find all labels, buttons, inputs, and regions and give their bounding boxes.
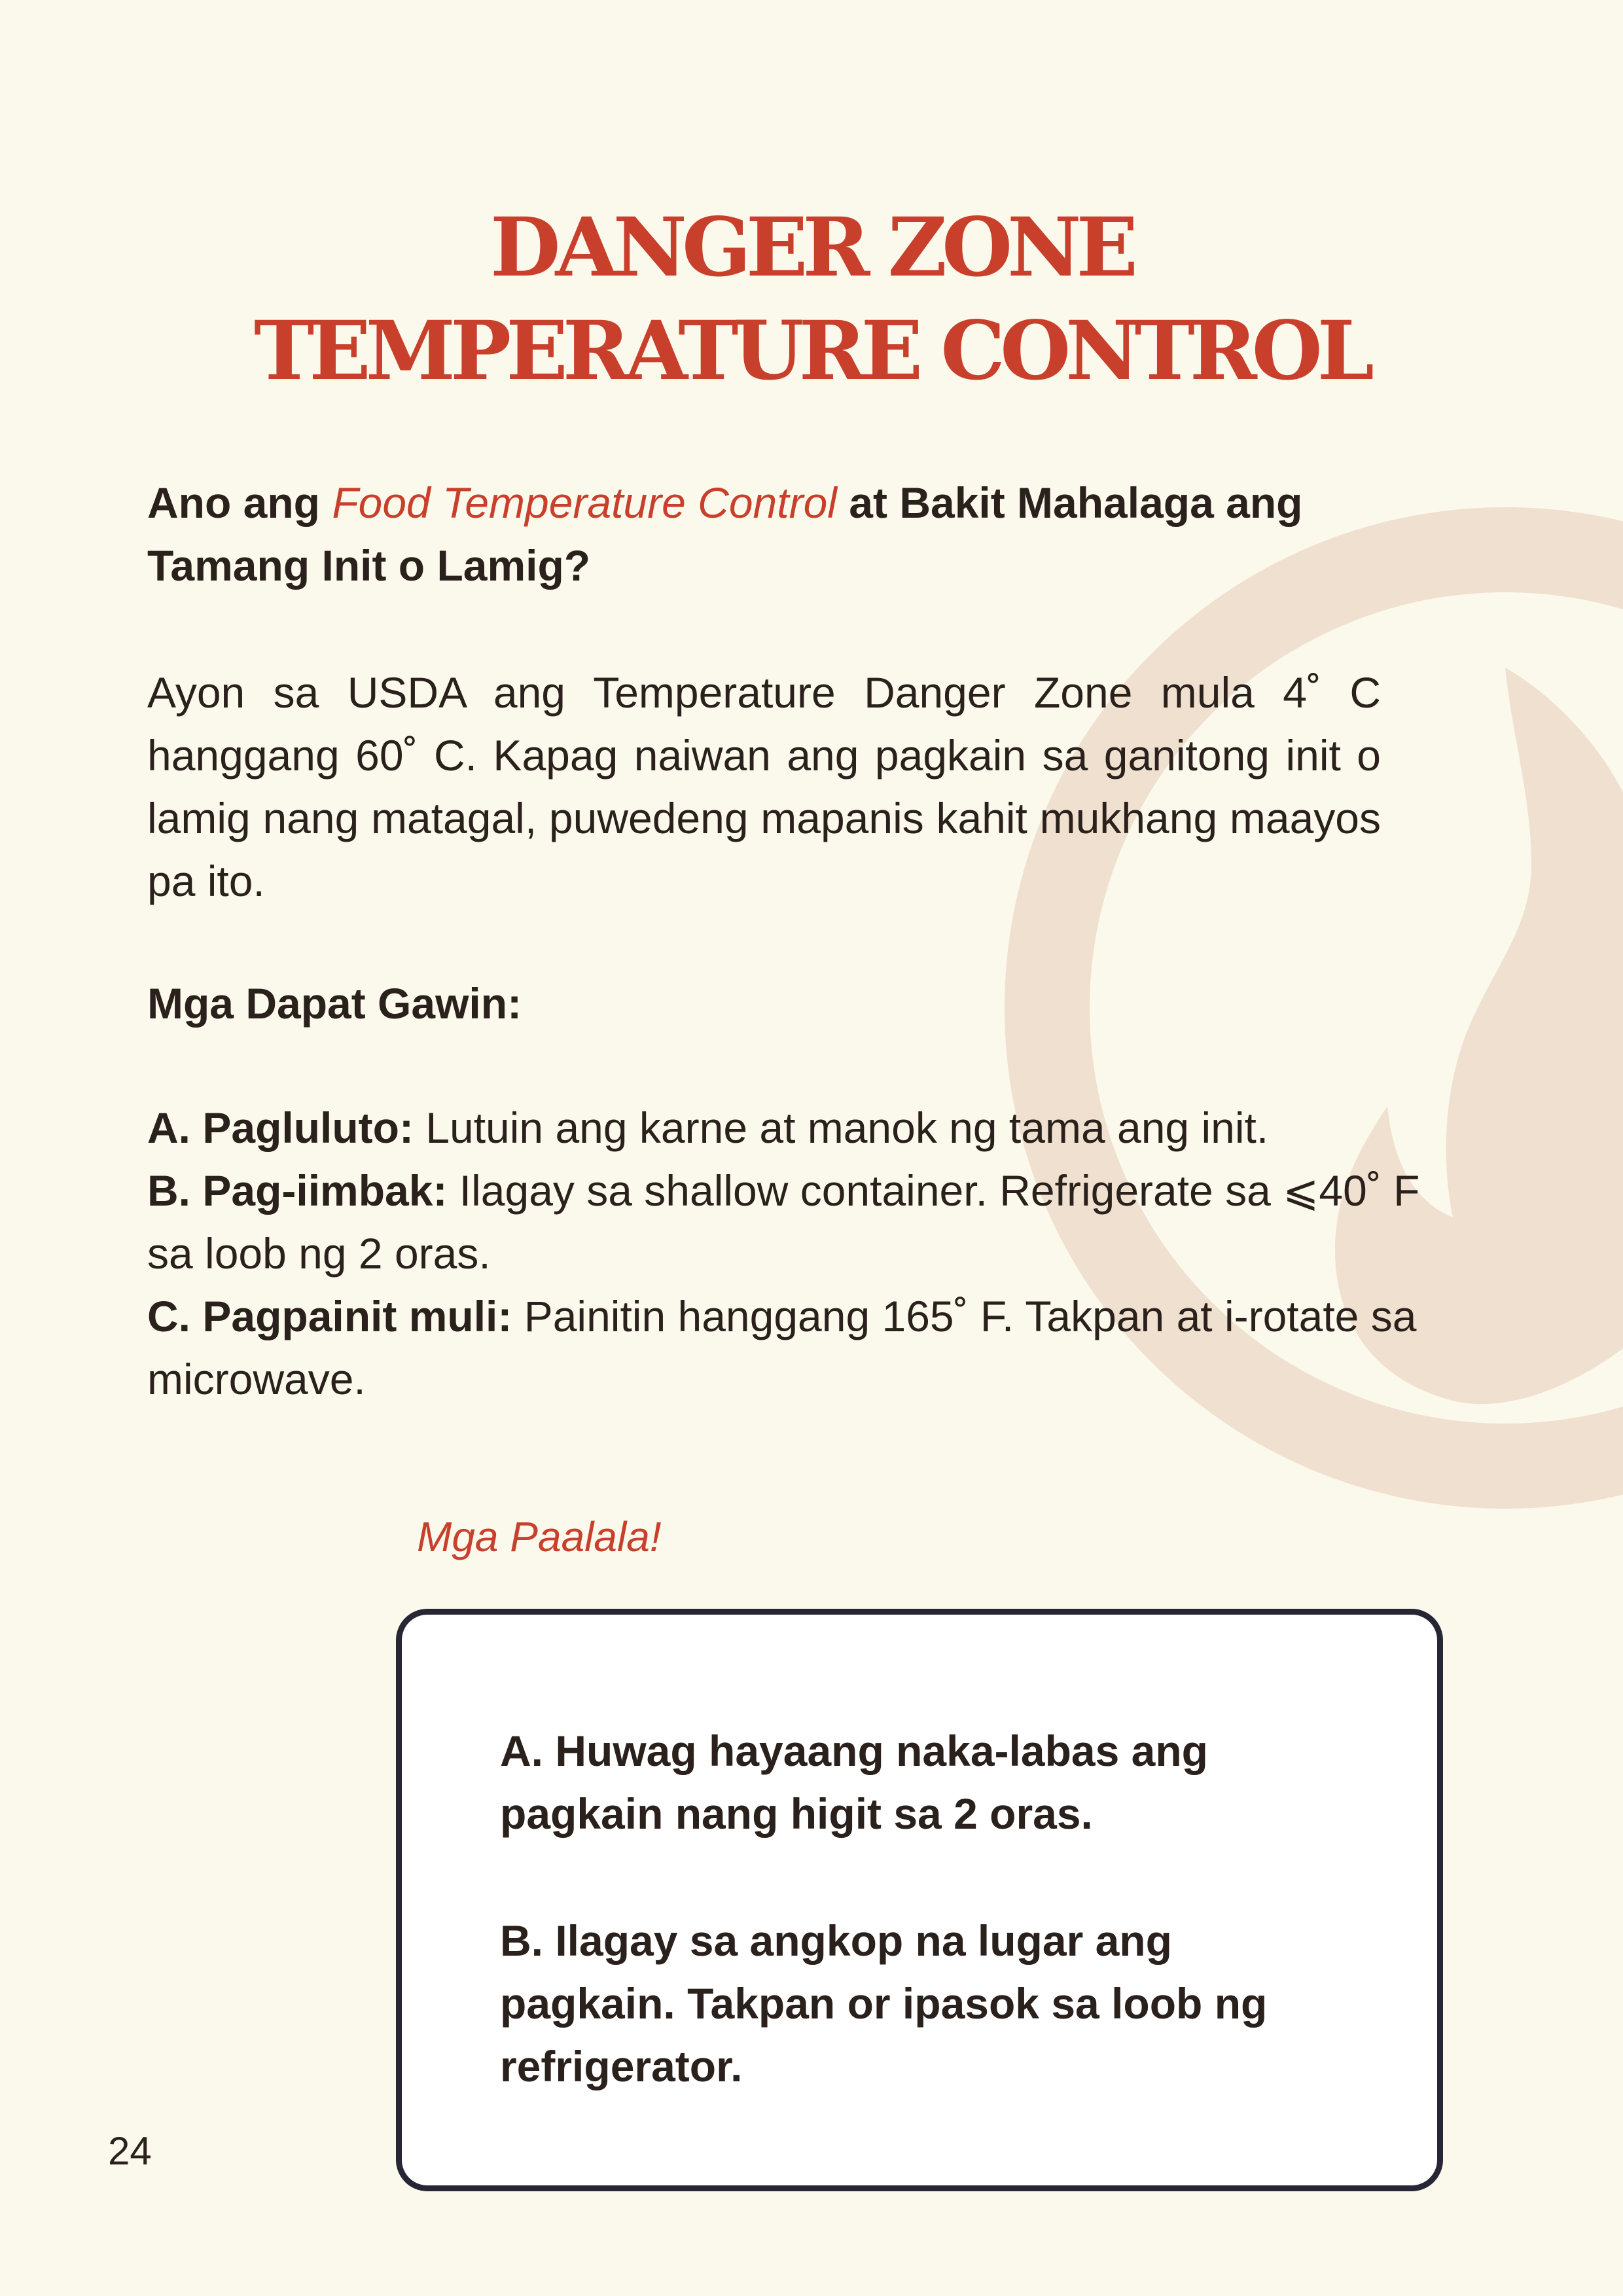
item-text: Painitin hanggang 165˚ F. Takpan at i-rotate sa microwave. — [147, 1292, 1417, 1403]
intro-paragraph: Ayon sa USDA ang Temperature Danger Zone mula 4˚ C hanggang 60˚ C. Kapag naiwan ang pagkain sa ganitong init o lamig nang matagal, puwedeng mapanis kahit mukhang maayos pa ito. — [147, 668, 1381, 905]
dapat-heading: Mga Dapat Gawin: — [147, 979, 522, 1028]
item-text: Lutuin ang karne at manok ng tama ang init. — [425, 1103, 1269, 1152]
paalala-heading: Mga Paalala! — [417, 1513, 662, 1560]
list-item — [147, 1285, 1456, 1410]
paalala-item: A. Huwag hayaang naka-labas ang pagkain nang higit sa 2 oras. — [500, 1727, 1208, 1838]
item-label: C. Pagpainit muli: — [147, 1292, 512, 1340]
paalala-box — [396, 1609, 1443, 2191]
question-prefix: Ano ang — [147, 478, 320, 527]
page-number: 24 — [108, 2129, 152, 2173]
section-question — [147, 471, 1378, 597]
title-line-2: TEMPERATURE CONTROL — [253, 304, 1369, 399]
question-suffix: at Bakit Mahalaga ang Tamang Init o Lamig? — [147, 478, 1303, 590]
list-item — [147, 1096, 1456, 1159]
paalala-item: B. Ilagay sa angkop na lugar ang pagkain. Takpan or ipasok sa loob ng refrigerator. — [500, 1916, 1268, 2090]
item-label: B. Pag-iimbak: — [147, 1166, 448, 1215]
item-text: Ilagay sa shallow container. Refrigerate sa ⩽40˚ F sa loob ng 2 oras. — [147, 1166, 1420, 1278]
page-title — [0, 196, 1623, 403]
list-item — [147, 1159, 1456, 1285]
dapat-list — [147, 1096, 1456, 1410]
question-highlight: Food Temperature Control — [332, 478, 837, 527]
item-label: A. Pagluluto: — [147, 1103, 414, 1152]
title-line-1: DANGER ZONE — [490, 200, 1133, 295]
